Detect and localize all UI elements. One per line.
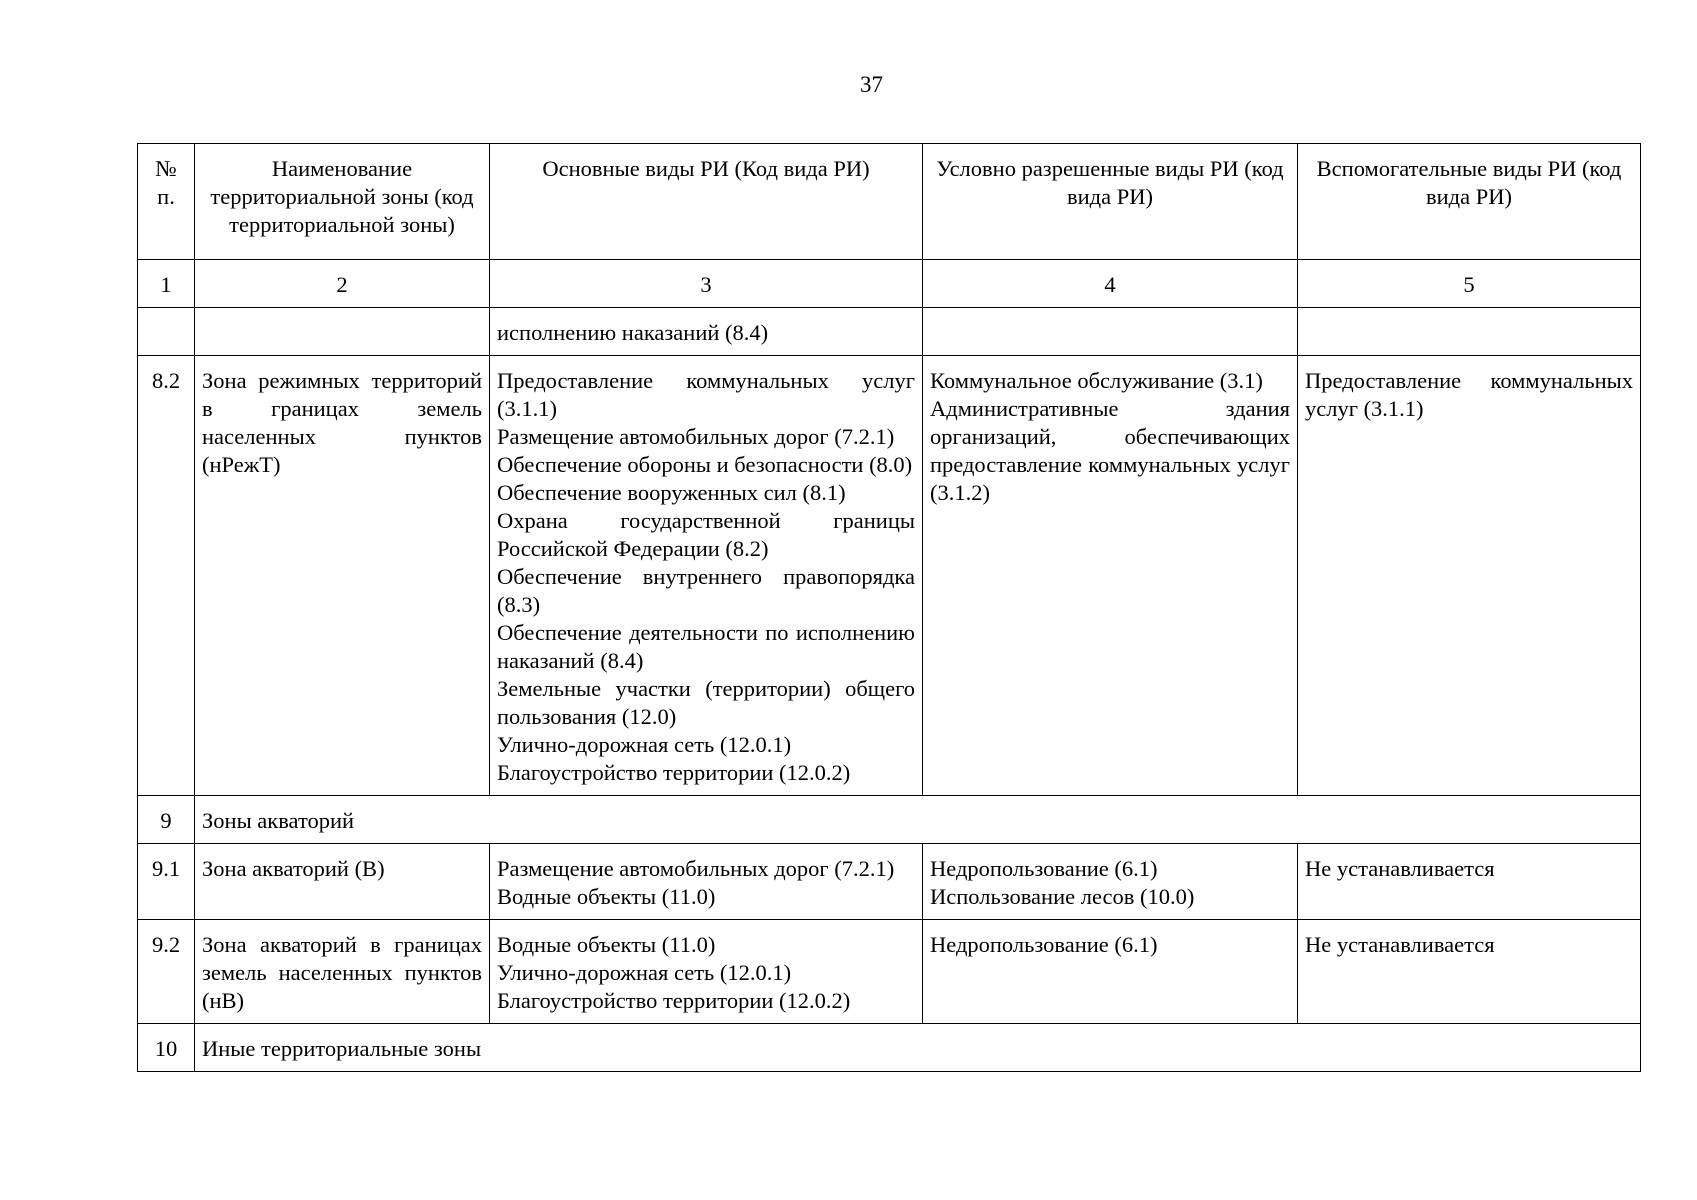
main-type-item: Благоустройство территории (12.0.2) bbox=[497, 988, 851, 1013]
row-number: 9.2 bbox=[138, 920, 195, 1024]
conditional-types-cell bbox=[923, 308, 1298, 356]
column-number: 1 bbox=[138, 260, 195, 308]
conditional-types-cell bbox=[923, 356, 1298, 796]
main-type-item: Обеспечение вооруженных сил (8.1) bbox=[497, 480, 846, 505]
zone-name-cell: Зона акваторий в границах земель населенных пунктов (нВ) bbox=[195, 920, 490, 1024]
header-auxiliary-types: Вспомогательные виды РИ (код вида РИ) bbox=[1298, 144, 1641, 260]
main-type-item: Водные объекты (11.0) bbox=[497, 932, 716, 957]
auxiliary-types-cell bbox=[1298, 308, 1641, 356]
main-type-item: Обеспечение деятельности по исполнению наказаний (8.4) bbox=[497, 620, 915, 673]
main-types-cell bbox=[490, 844, 923, 920]
section-title: Иные территориальные зоны bbox=[195, 1024, 1641, 1072]
main-type-item: Обеспечение обороны и безопасности (8.0) bbox=[497, 452, 913, 477]
column-number: 5 bbox=[1298, 260, 1641, 308]
main-type-item: Охрана государственной границы Российской Федерации (8.2) bbox=[497, 508, 915, 561]
main-type-item: Размещение автомобильных дорог (7.2.1) bbox=[497, 424, 895, 449]
conditional-types-cell bbox=[923, 844, 1298, 920]
conditional-type-item: Недропользование (6.1) bbox=[930, 932, 1158, 957]
auxiliary-type-item: Не устанавливается bbox=[1305, 932, 1495, 957]
row-number: 10 bbox=[138, 1024, 195, 1072]
row-number: 9.1 bbox=[138, 844, 195, 920]
main-type-item: Размещение автомобильных дорог (7.2.1) bbox=[497, 856, 895, 881]
conditional-type-item: Недропользование (6.1) bbox=[930, 856, 1158, 881]
auxiliary-types-cell bbox=[1298, 356, 1641, 796]
conditional-type-item: Коммунальное обслуживание (3.1) bbox=[930, 368, 1263, 393]
auxiliary-types-cell bbox=[1298, 844, 1641, 920]
main-type-item: исполнению наказаний (8.4) bbox=[497, 320, 769, 345]
main-types-cell bbox=[490, 356, 923, 796]
main-types-cell bbox=[490, 308, 923, 356]
table-row bbox=[138, 356, 1641, 796]
table-row bbox=[138, 308, 1641, 356]
main-type-item: Земельные участки (территории) общего пользования (12.0) bbox=[497, 676, 915, 729]
column-number-row bbox=[138, 260, 1641, 308]
section-row bbox=[138, 1024, 1641, 1072]
zones-table bbox=[137, 143, 1641, 1072]
header-row bbox=[138, 144, 1641, 260]
main-type-item: Улично-дорожная сеть (12.0.1) bbox=[497, 732, 792, 757]
column-number: 2 bbox=[195, 260, 490, 308]
conditional-type-item: Использование лесов (10.0) bbox=[930, 884, 1195, 909]
main-types-cell bbox=[490, 920, 923, 1024]
row-number: 8.2 bbox=[138, 356, 195, 796]
row-number bbox=[138, 308, 195, 356]
auxiliary-type-item: Предоставление коммунальных услуг (3.1.1) bbox=[1305, 368, 1633, 421]
table-row bbox=[138, 844, 1641, 920]
main-type-item: Предоставление коммунальных услуг (3.1.1) bbox=[497, 368, 915, 421]
main-type-item: Благоустройство территории (12.0.2) bbox=[497, 760, 851, 785]
section-row bbox=[138, 796, 1641, 844]
auxiliary-types-cell bbox=[1298, 920, 1641, 1024]
header-conditional-types: Условно разрешенные виды РИ (код вида РИ) bbox=[923, 144, 1298, 260]
zone-name-cell: Зона акваторий (В) bbox=[195, 844, 490, 920]
conditional-types-cell bbox=[923, 920, 1298, 1024]
header-num: № п. bbox=[138, 144, 195, 260]
header-main-types: Основные виды РИ (Код вида РИ) bbox=[490, 144, 923, 260]
section-title: Зоны акваторий bbox=[195, 796, 1641, 844]
column-number: 4 bbox=[923, 260, 1298, 308]
page-number: 37 bbox=[860, 72, 883, 97]
auxiliary-type-item: Не устанавливается bbox=[1305, 856, 1495, 881]
zone-name-cell: Зона режимных территорий в границах земель населенных пунктов (нРежТ) bbox=[195, 356, 490, 796]
conditional-type-item: Административные здания организаций, обеспечивающих предоставление коммунальных услуг (3.1.2) bbox=[930, 396, 1290, 505]
main-type-item: Водные объекты (11.0) bbox=[497, 884, 716, 909]
main-type-item: Улично-дорожная сеть (12.0.1) bbox=[497, 960, 792, 985]
row-number: 9 bbox=[138, 796, 195, 844]
table-row bbox=[138, 920, 1641, 1024]
main-type-item: Обеспечение внутреннего правопорядка (8.3) bbox=[497, 564, 915, 617]
column-number: 3 bbox=[490, 260, 923, 308]
header-zone-name: Наименование территориальной зоны (код территориальной зоны) bbox=[195, 144, 490, 260]
zone-name-cell bbox=[195, 308, 490, 356]
